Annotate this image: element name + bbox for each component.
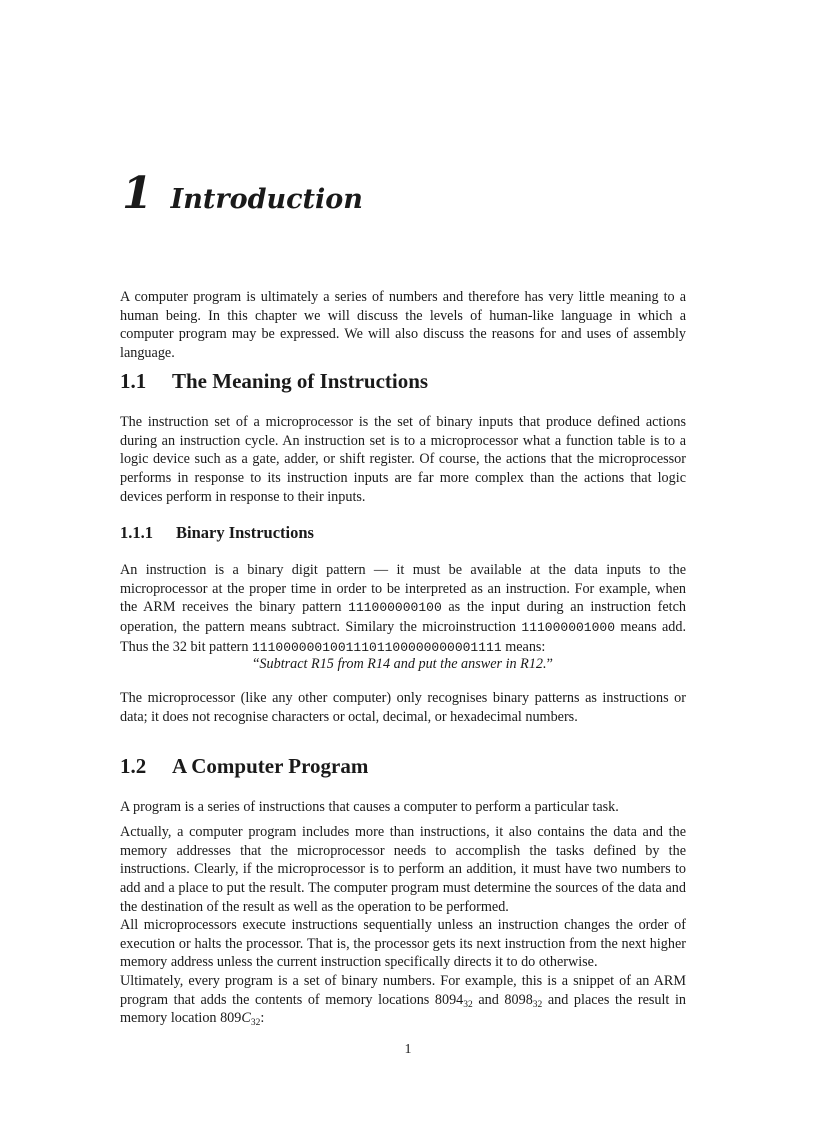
address-value: 809 bbox=[220, 1010, 242, 1027]
quote-text: Subtract R15 from R14 and put the answer in R12. bbox=[259, 656, 547, 672]
section-1-1-paragraph: The instruction set of a microprocessor is the set of binary inputs that produce defined actions during an instruction cycle. An instruction set is to a microprocessor what a function table is to a logic device such as a gate, adder, or shift register. Of course, the actions that the microprocessor performs in response to its instruction inputs are far more complex than the actions that logic devices perform in response to their inputs. bbox=[120, 414, 686, 505]
section-1-2-p4-block bbox=[120, 972, 686, 1028]
quote-mark: ” bbox=[546, 656, 553, 672]
section-1-2-p2-block bbox=[120, 823, 686, 917]
section-1-2-heading bbox=[120, 754, 686, 779]
text-run: Ultimately, every program is a set of binary numbers. For example, this is a snippet of an ARM program that adds the contents of memory locations bbox=[120, 973, 686, 1008]
address-value: 8098 bbox=[504, 991, 533, 1008]
program-contents-paragraph: Actually, a computer program includes more than instructions, it also contains the data and the memory addresses that the microprocessor needs to accomplish the tasks defined by the instructions. Clearly, if the microprocessor is to perform an addition, it must have two numbers to add and a place to put the result. The computer program must determine the sources of the data and the destination of the result as well as the operation to be performed. bbox=[120, 824, 686, 915]
recognition-paragraph: The microprocessor (like any other computer) only recognises binary patterns as instructions or data; it does not recognise characters or octal, decimal, or hexadecimal numbers. bbox=[120, 690, 686, 725]
quote-block bbox=[120, 656, 686, 673]
binary-instructions-paragraph bbox=[120, 561, 686, 658]
sequential-execution-paragraph: All microprocessors execute instructions sequentially unless an instruction changes the order of execution or halts the processor. That is, the processor gets its next instruction from the next higher memory address unless the current instruction specifically directs it to do otherwise. bbox=[120, 917, 686, 971]
page-number: 1 bbox=[404, 1042, 412, 1057]
text-run: and places the result in memory location bbox=[120, 991, 686, 1027]
section-1-1-1-heading bbox=[120, 523, 686, 543]
address-value-hex-digit: C bbox=[241, 1010, 251, 1027]
text-run: and bbox=[472, 991, 505, 1008]
text-run: An instruction is a binary digit pattern — it must be available at the data inputs to the microprocessor at the proper time in order to be interpreted as an instruction. For example, when the ARM receives the binary pattern bbox=[120, 562, 686, 616]
memory-address-1 bbox=[435, 992, 473, 1008]
address-base: 32 bbox=[532, 999, 543, 1010]
binary-pattern-32bit: 11100000010011101100000000001111 bbox=[252, 639, 502, 655]
section-1-2-p3-block bbox=[120, 916, 686, 972]
text-run: as the input during an instruction fetch operation, the pattern means subtract. Similary the microinstruction bbox=[120, 599, 686, 636]
section-title: A Computer Program bbox=[172, 754, 369, 778]
text-run: means: bbox=[501, 638, 546, 655]
section-number: 1.1 bbox=[120, 369, 147, 393]
instruction-quote bbox=[120, 656, 686, 673]
binary-program-paragraph bbox=[120, 972, 686, 1028]
section-1-1-1-body-2 bbox=[120, 689, 686, 726]
chapter-title: Introduction bbox=[170, 184, 363, 215]
section-title: The Meaning of Instructions bbox=[172, 369, 429, 393]
memory-address-3 bbox=[220, 1010, 261, 1029]
quote-mark: “ bbox=[253, 656, 260, 672]
address-value: 8094 bbox=[434, 991, 464, 1008]
chapter-heading bbox=[122, 168, 363, 219]
address-base: 32 bbox=[250, 1018, 261, 1029]
text-run: : bbox=[260, 1010, 265, 1027]
intro-block bbox=[120, 288, 686, 363]
binary-pattern-add: 111000001000 bbox=[521, 620, 616, 636]
binary-pattern-subtract: 111000000100 bbox=[348, 600, 442, 616]
intro-paragraph: A computer program is ultimately a series of numbers and therefore has very little meaning to a human being. In this chapter we will discuss the levels of human-like language in which a computer program may be expressed. We will also discuss the reasons for and uses of assembly language. bbox=[120, 289, 686, 362]
chapter-number: 1 bbox=[122, 168, 153, 219]
section-1-1-heading bbox=[120, 369, 686, 394]
section-1-2-p1-block bbox=[120, 798, 686, 817]
text-run: means add. Thus the 32 bit pattern bbox=[120, 619, 687, 655]
section-number: 1.2 bbox=[120, 754, 147, 778]
subsection-number: 1.1.1 bbox=[120, 523, 153, 542]
section-1-1-1-body bbox=[120, 561, 686, 658]
memory-address-2 bbox=[504, 992, 542, 1008]
subsection-title: Binary Instructions bbox=[176, 523, 314, 542]
section-1-1-body bbox=[120, 413, 686, 507]
program-definition-paragraph: A program is a series of instructions that causes a computer to perform a particular task. bbox=[120, 799, 619, 815]
address-base: 32 bbox=[463, 999, 473, 1010]
